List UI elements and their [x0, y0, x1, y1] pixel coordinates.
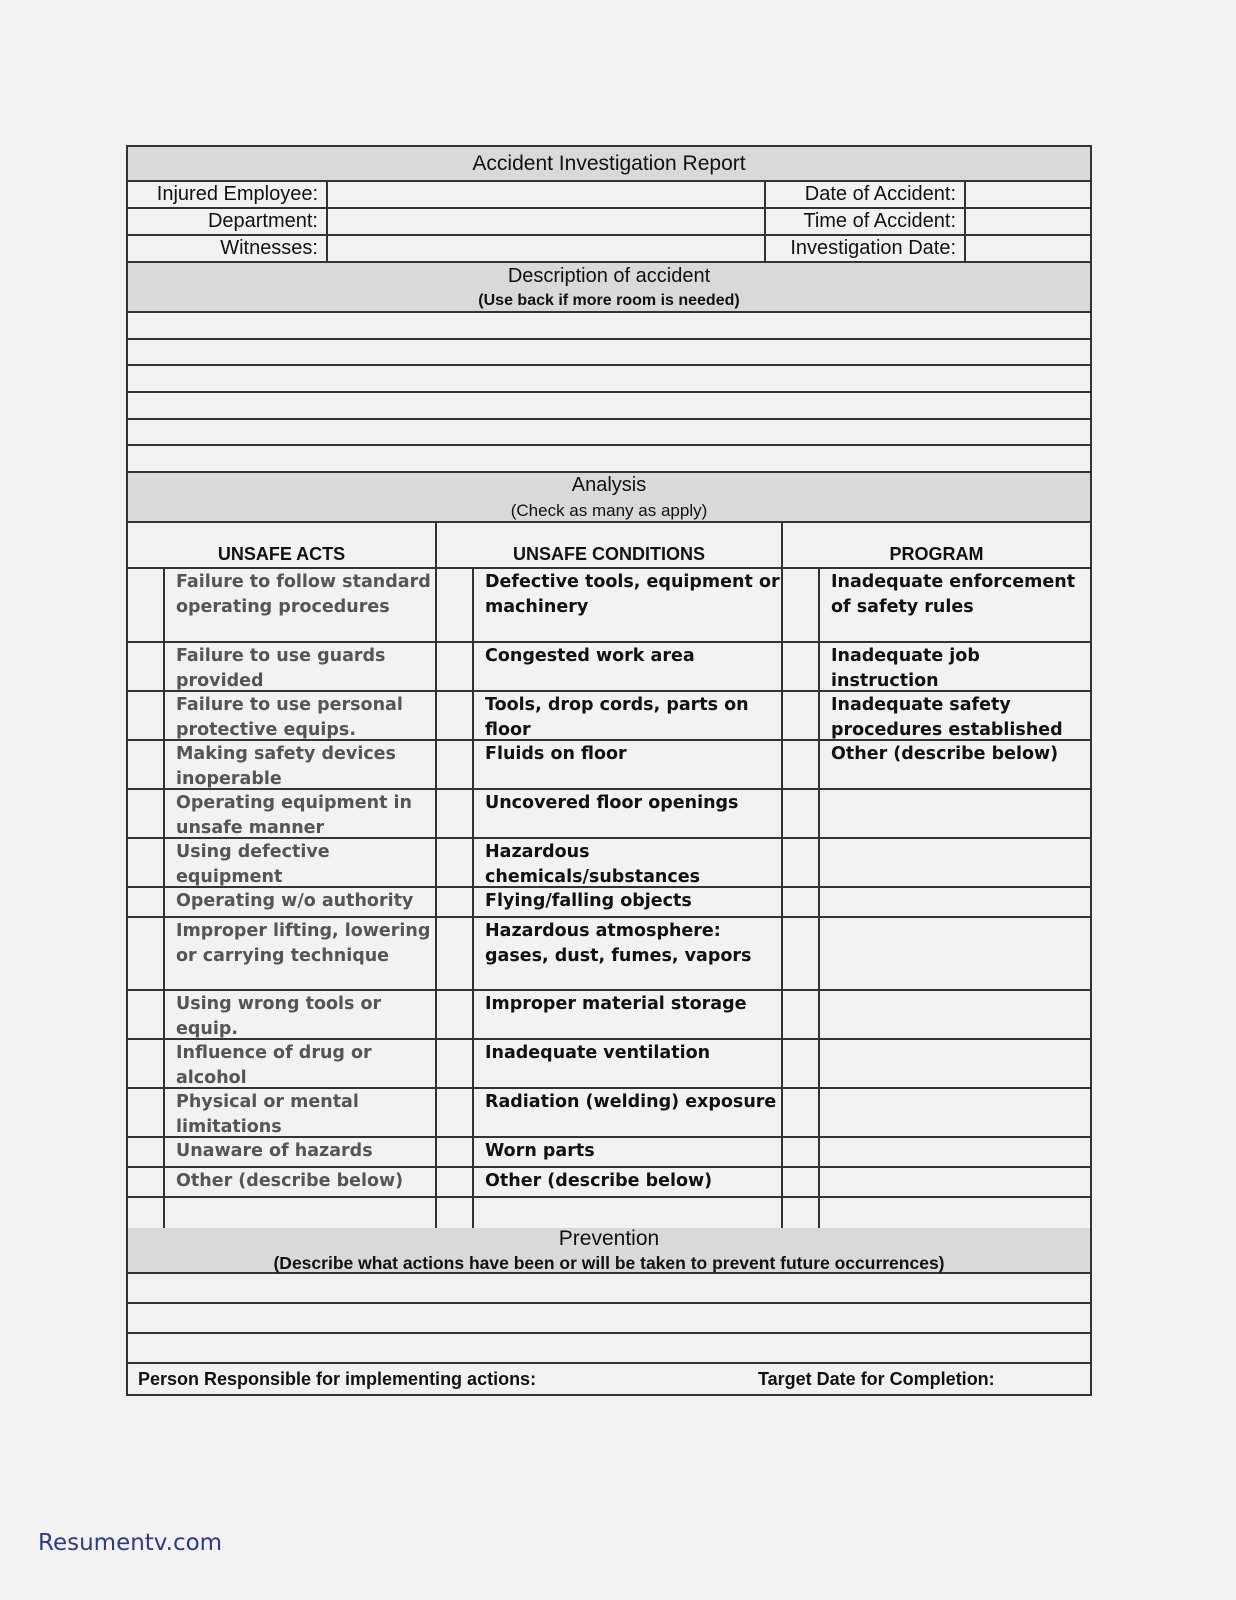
- unsafe-act-checkbox[interactable]: [128, 741, 165, 788]
- date-of-accident-field[interactable]: [966, 182, 1090, 207]
- unsafe-condition-label: Fluids on floor: [474, 741, 783, 788]
- unsafe-condition-label: Tools, drop cords, parts on floor: [474, 692, 783, 739]
- unsafe-acts-header: UNSAFE ACTS: [128, 523, 437, 567]
- investigation-date-label: Investigation Date:: [766, 236, 966, 261]
- unsafe-condition-checkbox[interactable]: [437, 741, 474, 788]
- accident-investigation-form: [126, 145, 1092, 1396]
- target-date-label: Target Date for Completion:: [758, 1368, 995, 1389]
- unsafe-act-label: Failure to use guards provided: [165, 643, 437, 690]
- unsafe-act-label: Failure to use personal protective equips.: [165, 692, 437, 739]
- unsafe-act-checkbox[interactable]: [128, 1168, 165, 1196]
- unsafe-act-label: Other (describe below): [165, 1168, 437, 1196]
- unsafe-act-checkbox[interactable]: [128, 1089, 165, 1136]
- program-checkbox[interactable]: [783, 643, 820, 690]
- info-row-3: [128, 236, 1090, 263]
- unsafe-condition-label: Worn parts: [474, 1138, 783, 1166]
- analysis-title: Analysis: [571, 473, 647, 496]
- program-label: [820, 1168, 1090, 1196]
- unsafe-act-label: Operating equipment in unsafe manner: [165, 790, 437, 837]
- unsafe-condition-checkbox[interactable]: [437, 839, 474, 886]
- analysis-row: [128, 1138, 1090, 1168]
- program-checkbox[interactable]: [783, 918, 820, 989]
- program-label: [820, 790, 1090, 837]
- unsafe-condition-checkbox[interactable]: [437, 991, 474, 1038]
- description-line[interactable]: [128, 393, 1090, 420]
- program-label: [820, 1198, 1090, 1228]
- description-line[interactable]: [128, 446, 1090, 473]
- unsafe-act-checkbox[interactable]: [128, 991, 165, 1038]
- program-label: [820, 839, 1090, 886]
- form-title-row: [128, 147, 1090, 182]
- unsafe-condition-checkbox[interactable]: [437, 918, 474, 989]
- program-checkbox[interactable]: [783, 569, 820, 641]
- unsafe-condition-checkbox[interactable]: [437, 1168, 474, 1196]
- prevention-line[interactable]: [128, 1304, 1090, 1334]
- program-label: Inadequate safety procedures established: [831, 695, 1063, 740]
- analysis-subtitle: (Check as many as apply): [510, 500, 708, 520]
- watermark-text: Resumentv.com: [38, 1530, 223, 1556]
- analysis-row: [128, 692, 1090, 741]
- unsafe-condition-label: Other (describe below): [474, 1168, 783, 1196]
- unsafe-condition-label: Congested work area: [474, 643, 783, 690]
- program-checkbox[interactable]: [783, 1040, 820, 1087]
- analysis-row: [128, 741, 1090, 790]
- unsafe-act-checkbox[interactable]: [128, 569, 165, 641]
- unsafe-condition-checkbox[interactable]: [437, 692, 474, 739]
- program-checkbox[interactable]: [783, 991, 820, 1038]
- unsafe-act-checkbox[interactable]: [128, 839, 165, 886]
- program-checkbox[interactable]: [783, 790, 820, 837]
- person-responsible-label: Person Responsible for implementing actions:: [138, 1368, 537, 1389]
- program-checkbox[interactable]: [783, 692, 820, 739]
- analysis-row: [128, 888, 1090, 918]
- analysis-row: [128, 1198, 1090, 1228]
- department-field[interactable]: [328, 209, 766, 234]
- description-header: [128, 263, 1090, 313]
- unsafe-condition-checkbox[interactable]: [437, 569, 474, 641]
- prevention-subtitle: (Describe what actions have been or will be taken to prevent future occurrences): [273, 1252, 945, 1273]
- unsafe-act-label: [165, 1198, 437, 1228]
- program-label: Other (describe below): [831, 744, 1059, 765]
- unsafe-act-checkbox[interactable]: [128, 643, 165, 690]
- description-line[interactable]: [128, 313, 1090, 340]
- footer-row: [128, 1364, 1090, 1394]
- analysis-row: [128, 790, 1090, 839]
- unsafe-condition-label: Uncovered floor openings: [474, 790, 783, 837]
- unsafe-act-checkbox[interactable]: [128, 1138, 165, 1166]
- program-label: Inadequate enforcement of safety rules: [831, 572, 1076, 617]
- unsafe-condition-label: [474, 1198, 783, 1228]
- unsafe-condition-checkbox[interactable]: [437, 1089, 474, 1136]
- program-checkbox[interactable]: [783, 1168, 820, 1196]
- unsafe-act-checkbox[interactable]: [128, 918, 165, 989]
- unsafe-act-label: Physical or mental limitations: [165, 1089, 437, 1136]
- program-checkbox[interactable]: [783, 888, 820, 916]
- program-checkbox[interactable]: [783, 1198, 820, 1228]
- program-label: [820, 991, 1090, 1038]
- program-label: [820, 1138, 1090, 1166]
- analysis-column-headers: [128, 523, 1090, 569]
- info-row-1: [128, 182, 1090, 209]
- program-label: [820, 1040, 1090, 1087]
- program-label: [820, 1089, 1090, 1136]
- description-subtitle: (Use back if more room is needed): [478, 291, 740, 309]
- unsafe-act-checkbox[interactable]: [128, 1040, 165, 1087]
- analysis-row: [128, 1089, 1090, 1138]
- program-checkbox[interactable]: [783, 1138, 820, 1166]
- program-checkbox[interactable]: [783, 1089, 820, 1136]
- injured-employee-field[interactable]: [328, 182, 766, 207]
- time-of-accident-label: Time of Accident:: [766, 209, 966, 234]
- info-row-2: [128, 209, 1090, 236]
- analysis-row: [128, 839, 1090, 888]
- description-title: Description of accident: [507, 264, 711, 287]
- form-title: Accident Investigation Report: [472, 151, 746, 175]
- description-line[interactable]: [128, 420, 1090, 447]
- prevention-line[interactable]: [128, 1274, 1090, 1304]
- unsafe-condition-checkbox[interactable]: [437, 1198, 474, 1228]
- program-label: Inadequate job instruction: [831, 646, 980, 691]
- unsafe-act-checkbox[interactable]: [128, 888, 165, 916]
- unsafe-condition-label: Hazardous atmosphere: gases, dust, fumes, vapors: [474, 918, 783, 989]
- witnesses-field[interactable]: [328, 236, 766, 261]
- unsafe-act-label: Influence of drug or alcohol: [165, 1040, 437, 1087]
- analysis-row: [128, 569, 1090, 643]
- unsafe-condition-label: Improper material storage: [474, 991, 783, 1038]
- unsafe-act-label: Operating w/o authority: [165, 888, 437, 916]
- unsafe-conditions-header: UNSAFE CONDITIONS: [437, 523, 783, 567]
- unsafe-condition-label: Inadequate ventilation: [474, 1040, 783, 1087]
- unsafe-act-checkbox[interactable]: [128, 692, 165, 739]
- analysis-row: [128, 1168, 1090, 1198]
- injured-employee-label: Injured Employee:: [128, 182, 328, 207]
- unsafe-condition-label: Hazardous chemicals/substances: [474, 839, 783, 886]
- unsafe-condition-checkbox[interactable]: [437, 643, 474, 690]
- unsafe-act-label: Using defective equipment: [165, 839, 437, 886]
- unsafe-condition-label: Flying/falling objects: [474, 888, 783, 916]
- description-line[interactable]: [128, 340, 1090, 367]
- date-of-accident-label: Date of Accident:: [766, 182, 966, 207]
- unsafe-condition-checkbox[interactable]: [437, 790, 474, 837]
- unsafe-condition-checkbox[interactable]: [437, 888, 474, 916]
- unsafe-condition-checkbox[interactable]: [437, 1138, 474, 1166]
- program-label: [820, 888, 1090, 916]
- prevention-title: Prevention: [558, 1226, 660, 1250]
- analysis-row: [128, 918, 1090, 991]
- description-line[interactable]: [128, 366, 1090, 393]
- unsafe-act-checkbox[interactable]: [128, 790, 165, 837]
- unsafe-condition-label: Radiation (welding) exposure: [474, 1089, 783, 1136]
- unsafe-act-label: Using wrong tools or equip.: [165, 991, 437, 1038]
- analysis-row: [128, 643, 1090, 692]
- analysis-row: [128, 991, 1090, 1040]
- analysis-row: [128, 1040, 1090, 1089]
- unsafe-act-label: Unaware of hazards: [165, 1138, 437, 1166]
- unsafe-condition-label: Defective tools, equipment or machinery: [474, 569, 783, 641]
- program-checkbox[interactable]: [783, 839, 820, 886]
- unsafe-act-label: Improper lifting, lowering or carrying technique: [165, 918, 437, 989]
- program-header: PROGRAM: [889, 544, 984, 565]
- unsafe-act-checkbox[interactable]: [128, 1198, 165, 1228]
- unsafe-condition-checkbox[interactable]: [437, 1040, 474, 1087]
- unsafe-act-label: Failure to follow standard operating procedures: [165, 569, 437, 641]
- prevention-header: [128, 1228, 1090, 1274]
- program-label: [820, 918, 1090, 989]
- department-label: Department:: [128, 209, 328, 234]
- analysis-rows: [128, 569, 1090, 1228]
- analysis-header: [128, 473, 1090, 523]
- time-of-accident-field[interactable]: [966, 209, 1090, 234]
- program-checkbox[interactable]: [783, 741, 820, 788]
- witnesses-label: Witnesses:: [128, 236, 328, 261]
- unsafe-act-label: Making safety devices inoperable: [165, 741, 437, 788]
- prevention-line[interactable]: [128, 1334, 1090, 1364]
- investigation-date-field[interactable]: [966, 236, 1090, 261]
